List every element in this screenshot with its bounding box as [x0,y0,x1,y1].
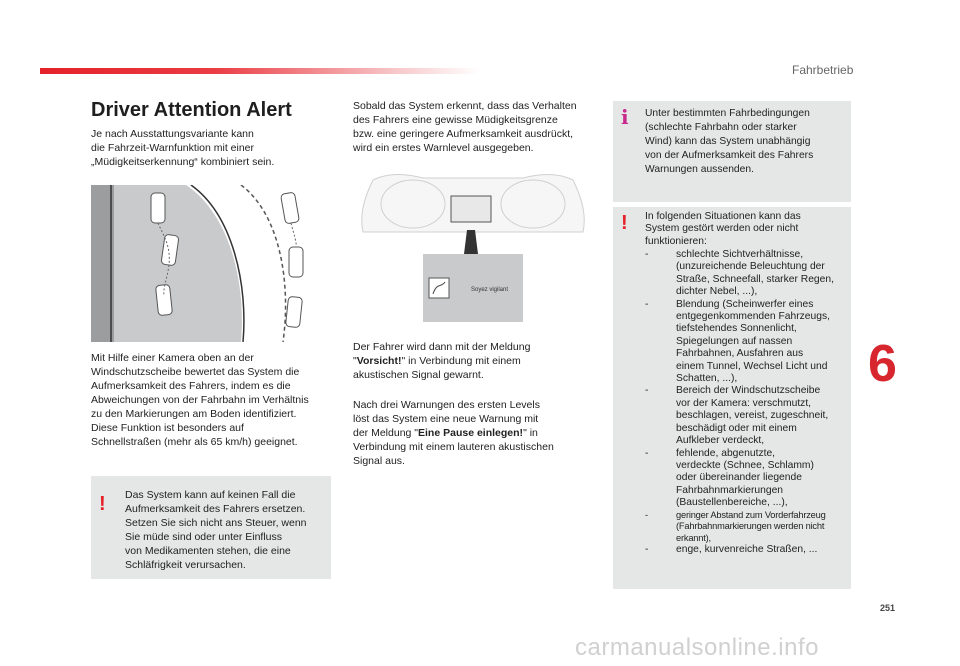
info-text: Unter bestimmten Fahrbedingungen (schlechte Fahrbahn oder starker Wind) kann das System unabhängig von der Aufmerksamkeit des Fahrers Warnungen aussenden. [645,108,814,175]
warning-icon: ! [621,212,628,234]
section-header: Fahrbetrieb [792,63,854,77]
warning-box [91,476,331,579]
warning-icon: ! [99,493,106,515]
display-message: Soyez vigilant [471,287,509,293]
conditions-box [613,207,851,589]
list-item: - enge, kurvenreiche Straßen, ... [645,544,818,556]
para-pause: Nach drei Warnungen des ersten Levels löst das System eine neue Warnung mit der Meldung "Eine Pause einlegen!" in Verbindung mit einem lauteren akustischen Signal aus. [353,399,554,467]
watermark: carmanualsonline.info [575,634,819,661]
info-icon: i [621,105,629,129]
list-item: - Blendung (Scheinwerfer eines entgegenkommenden Fahrzeugs, tiefstehendes Sonnenlicht, Spiegelungen auf nassen Fahrbahnen, Ausfahren aus einem Tunnel, Wechsel Licht und Schatten, ...), [645,298,830,385]
list-item: - Bereich der Windschutzscheibe vor der Kamera: verschmutzt, beschlagen, vereist, zugeschneit, beschädigt oder mit einem Aufkleber verdeckt, [645,385,829,447]
para-vorsicht: Der Fahrer wird dann mit der Meldung "Vorsicht!" in Verbindung mit einem akustischen Signal gewarnt. [353,341,531,381]
lane-illustration [91,185,331,342]
conditions-intro: In folgenden Situationen kann das System gestört werden oder nicht funktionieren: [645,211,801,247]
para-first-level: Sobald das System erkennt, dass das Verhalten des Fahrers eine gewisse Müdigkeitsgrenze bzw. eine geringere Aufmerksamkeit ausdrückt, wird ein erstes Warnlevel ausgegeben. [353,100,577,154]
list-item: - fehlende, abgenutzte, verdeckte (Schnee, Schlamm) oder übereinander liegende Fahrbahnmarkierungen (Baustellenbereiche, ...), [645,447,814,509]
info-box [613,101,851,202]
list-item: - geringer Abstand zum Vorderfahrzeug (Fahrbahnmarkierungen werden nicht erkannt), [645,509,826,543]
page-title: Driver Attention Alert [91,99,292,121]
dashboard-illustration [353,170,593,330]
intro-text: Je nach Ausstattungsvariante kann die Fahrzeit-Warnfunktion mit einer „Müdigkeitserkennung“ kombiniert sein. [91,128,275,168]
body-text: Mit Hilfe einer Kamera oben an der Windschutzscheibe bewertet das System die Aufmerksamkeit des Fahrers, indem es die Abweichungen von der Fahrbahn im Verhältnis zu den Markierungen am Boden identifiziert. Diese Funktion ist besonders auf Schnellstraßen (mehr als 65 km/h) geeignet. [91,352,309,448]
conditions-list [645,249,851,557]
list-item: - schlechte Sichtverhältnisse, (unzureichende Beleuchtung der Straße, Schneefall, starker Regen, dichter Nebel, ...), [645,249,834,298]
page-number: 251 [880,603,896,613]
warning-text: Das System kann auf keinen Fall die Aufmerksamkeit des Fahrers ersetzen. Setzen Sie sich nicht ans Steuer, wenn Sie müde sind oder unter Einfluss von Medikamenten stehen, die eine Schläfrigkeit verursachen. [125,489,307,571]
chapter-number: 6 [868,335,897,393]
header-accent-bar [40,68,480,74]
